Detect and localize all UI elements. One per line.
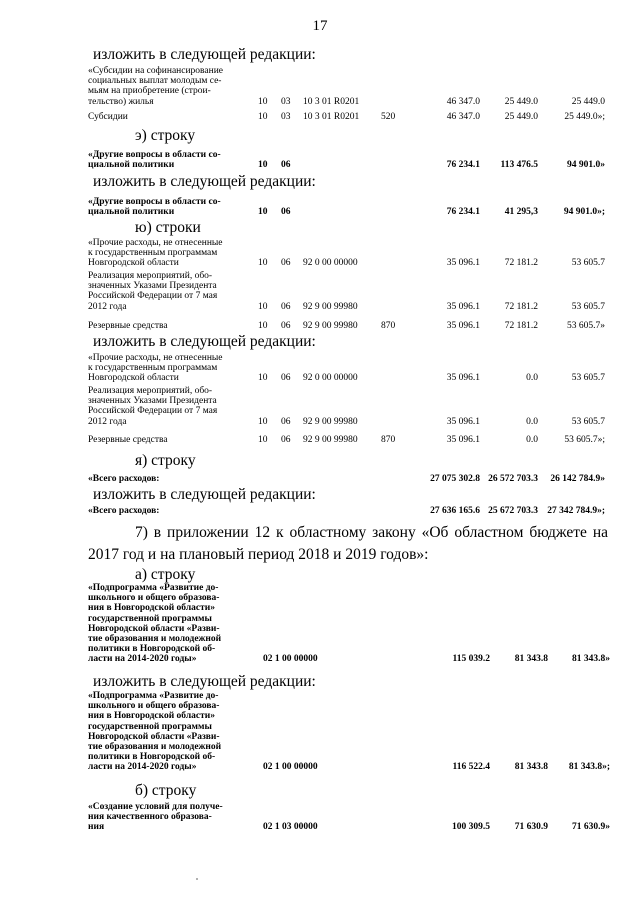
amount-2018-cell: 71 630.9 (514, 822, 548, 833)
amount-2019-cell: 53 605.7 (571, 258, 605, 269)
row-name-line: Резервные средства (88, 321, 168, 331)
amount-2017-cell: 116 522.4 (452, 762, 490, 773)
row-name-line: школьного и общего образова- (88, 701, 220, 712)
heading-rows-yu: ю) строки (135, 219, 201, 236)
row-name-line: «Всего расходов: (88, 506, 160, 516)
section-code-cell: 10 (258, 373, 268, 384)
row-name (88, 66, 268, 107)
row-name-line: «Подпрограмма «Развитие до- (88, 583, 219, 593)
heading-replace-4: изложить в следующей редакции: (93, 486, 316, 503)
row-name-line: ния в Новгородской области» (88, 603, 216, 614)
amount-2017-cell: 35 096.1 (446, 373, 480, 384)
heading-row-b: б) строку (135, 782, 197, 799)
row-name-line: Резервные средства (88, 435, 168, 445)
row-name-line: значенных Указами Президента (88, 281, 217, 292)
row-name-line: Новгородской области (88, 373, 179, 384)
subsection-code-cell: 06 (281, 160, 291, 171)
row-name (88, 150, 268, 170)
heading-replace-1: изложить в следующей редакции: (93, 46, 316, 63)
amount-2017-cell: 35 096.1 (446, 321, 480, 331)
subsection-code-cell: 06 (281, 321, 291, 331)
row-name-line: Новгородской области (88, 258, 179, 269)
amount-2018-cell: 72 181.2 (504, 258, 538, 269)
target-code-cell: 92 9 00 99980 (303, 435, 358, 445)
row-name (88, 197, 268, 217)
amount-2017-cell: 35 096.1 (446, 416, 480, 427)
row-name-line: Новгородской области «Разви- (88, 731, 220, 742)
row-name-line: школьного и общего образова- (88, 593, 220, 604)
amount-2017-cell: 46 347.0 (446, 96, 480, 107)
section-code-cell: 10 (258, 112, 268, 122)
target-code-cell: 02 1 00 00000 (263, 654, 318, 665)
row-name (88, 691, 268, 773)
row-name (88, 271, 268, 312)
table-row (88, 112, 618, 122)
amount-2019-cell: 25 449.0»; (564, 112, 605, 122)
row-name-line: «Всего расходов: (88, 474, 160, 484)
target-code-cell: 92 0 00 00000 (303, 258, 358, 269)
subsection-code-cell: 06 (281, 207, 291, 218)
paragraph-7-line-2: 2017 год и на плановый период 2018 и 2019 годов»: (88, 546, 429, 563)
page-number: 17 (312, 18, 328, 34)
amount-2017-cell: 100 309.5 (452, 822, 490, 833)
amount-2018-cell: 81 343.8 (514, 762, 548, 773)
row-name (88, 583, 268, 665)
section-code-cell: 10 (258, 160, 268, 171)
table-row (88, 271, 618, 312)
row-name-line: государственной программы (88, 613, 212, 624)
amount-2017-cell: 76 234.1 (446, 160, 480, 171)
row-name-line: «Субсидии на софинансирование (88, 66, 224, 76)
amount-2018-cell: 0.0 (526, 435, 538, 445)
amount-2019-cell: 81 343.8» (572, 654, 610, 665)
amount-2018-cell: 41 295,3 (504, 207, 538, 218)
amount-2018-cell: 25 672 703.3 (488, 506, 538, 516)
target-code-cell: 92 9 00 99980 (303, 416, 358, 427)
row-name-line: значенных Указами Президента (88, 396, 217, 407)
row-name-line: ласти на 2014-2020 годы» (88, 654, 197, 665)
table-row (88, 353, 618, 384)
heading-replace-5: изложить в следующей редакции: (93, 673, 316, 690)
row-name-line: тельство) жилья (88, 96, 154, 107)
row-name (88, 353, 268, 384)
row-name-line: Новгородской области «Разви- (88, 623, 220, 634)
table-row (88, 583, 618, 665)
amount-2018-cell: 0.0 (526, 416, 538, 427)
row-name-line: 2012 года (88, 416, 127, 427)
paragraph-7 (88, 522, 608, 566)
row-name-line: ласти на 2014-2020 годы» (88, 762, 197, 773)
amount-2019-cell: 94 901.0»; (563, 207, 605, 218)
amount-2019-cell: 25 449.0 (571, 96, 605, 107)
row-name (88, 238, 268, 269)
row-name-line: Российской Федерации от 7 мая (88, 291, 218, 302)
row-name-line: к государственным программам (88, 363, 218, 374)
row-name-line: тие образования и молодежной (88, 742, 222, 753)
paragraph-7-line-1: 7) в приложении 12 к областному закону «Об областном бюджете на (135, 524, 608, 541)
row-name-line: Российской Федерации от 7 мая (88, 406, 218, 417)
amount-2018-cell: 81 343.8 (514, 654, 548, 665)
table-row (88, 386, 618, 427)
row-name (88, 386, 268, 427)
row-name-line: Реализация мероприятий, обо- (88, 271, 213, 281)
target-code-cell: 02 1 00 00000 (263, 762, 318, 773)
heading-row-ya: я) строку (135, 452, 196, 469)
section-code-cell: 10 (258, 258, 268, 269)
expense-type-cell: 870 (381, 321, 396, 331)
heading-replace-2: изложить в следующей редакции: (93, 173, 316, 190)
amount-2017-cell: 35 096.1 (446, 301, 480, 312)
amount-2018-cell: 113 476.5 (500, 160, 538, 171)
target-code-cell: 92 0 00 00000 (303, 373, 358, 384)
row-name (88, 321, 268, 331)
row-name-line: социальных выплат молодым се- (88, 76, 222, 87)
row-name (88, 112, 268, 122)
section-code-cell: 10 (258, 207, 268, 218)
amount-2017-cell: 76 234.1 (446, 207, 480, 218)
amount-2019-cell: 27 342 784.9»; (547, 506, 605, 516)
subsection-code-cell: 06 (281, 258, 291, 269)
row-name-line: «Прочие расходы, не отнесенные (88, 238, 223, 248)
amount-2017-cell: 27 075 302.8 (430, 474, 480, 484)
row-name-line: «Другие вопросы в области со- (88, 150, 221, 160)
amount-2019-cell: 81 343.8»; (568, 762, 610, 773)
subsection-code-cell: 06 (281, 416, 291, 427)
amount-2017-cell: 35 096.1 (446, 435, 480, 445)
amount-2018-cell: 72 181.2 (504, 321, 538, 331)
amount-2019-cell: 53 605.7»; (564, 435, 605, 445)
row-name-line: «Прочие расходы, не отнесенные (88, 353, 223, 363)
amount-2019-cell: 71 630.9» (572, 822, 610, 833)
row-name-line: циальной политики (88, 207, 175, 218)
section-code-cell: 10 (258, 96, 268, 107)
row-name-line: тие образования и молодежной (88, 634, 222, 645)
row-name-line: циальной политики (88, 160, 175, 171)
row-name (88, 506, 268, 516)
target-code-cell: 02 1 03 00000 (263, 822, 318, 833)
amount-2017-cell: 27 636 165.6 (430, 506, 480, 516)
row-name-line: «Подпрограмма «Развитие до- (88, 691, 219, 701)
target-code-cell: 92 9 00 99980 (303, 301, 358, 312)
table-row (88, 66, 618, 107)
heading-row-e: э) строку (135, 127, 196, 144)
row-name-line: политики в Новгородской об- (88, 644, 216, 655)
amount-2018-cell: 25 449.0 (504, 112, 538, 122)
amount-2018-cell: 72 181.2 (504, 301, 538, 312)
subsection-code-cell: 06 (281, 435, 291, 445)
amount-2019-cell: 53 605.7» (567, 321, 605, 331)
row-name-line: Реализация мероприятий, обо- (88, 386, 213, 396)
amount-2019-cell: 53 605.7 (571, 301, 605, 312)
heading-row-a: а) строку (135, 566, 196, 583)
row-name-line: «Другие вопросы в области со- (88, 197, 221, 207)
row-name (88, 802, 268, 833)
amount-2018-cell: 25 449.0 (504, 96, 538, 107)
amount-2017-cell: 115 039.2 (452, 654, 490, 665)
heading-replace-3: изложить в следующей редакции: (93, 333, 316, 350)
row-name-line: ния качественного образова- (88, 812, 212, 823)
subsection-code-cell: 06 (281, 301, 291, 312)
row-name-line: к государственным программам (88, 248, 218, 259)
section-code-cell: 10 (258, 416, 268, 427)
scan-speck (196, 878, 198, 880)
target-code-cell: 10 3 01 R0201 (303, 96, 360, 107)
amount-2018-cell: 0.0 (526, 373, 538, 384)
subsection-code-cell: 06 (281, 373, 291, 384)
section-code-cell: 10 (258, 435, 268, 445)
row-name-line: 2012 года (88, 301, 127, 312)
subsection-code-cell: 03 (281, 96, 291, 107)
row-name-line: «Создание условий для получе- (88, 802, 223, 812)
table-row (88, 435, 618, 445)
expense-type-cell: 520 (381, 112, 396, 122)
table-row (88, 321, 618, 331)
expense-type-cell: 870 (381, 435, 396, 445)
amount-2019-cell: 53 605.7 (571, 373, 605, 384)
row-name-line: Субсидии (88, 112, 128, 122)
row-name-line: государственной программы (88, 721, 212, 732)
table-row (88, 197, 618, 217)
table-row (88, 150, 618, 170)
table-row (88, 691, 618, 773)
target-code-cell: 10 3 01 R0201 (303, 112, 360, 122)
amount-2017-cell: 46 347.0 (446, 112, 480, 122)
table-row (88, 474, 618, 484)
subsection-code-cell: 03 (281, 112, 291, 122)
table-row (88, 506, 618, 516)
amount-2017-cell: 35 096.1 (446, 258, 480, 269)
row-name-line: ния в Новгородской области» (88, 711, 216, 722)
target-code-cell: 92 9 00 99980 (303, 321, 358, 331)
row-name-line: ния (88, 822, 105, 833)
row-name-line: мьям на приобретение (строи- (88, 86, 211, 97)
table-row (88, 802, 618, 833)
section-code-cell: 10 (258, 301, 268, 312)
row-name (88, 435, 268, 445)
amount-2019-cell: 26 142 784.9» (550, 474, 605, 484)
amount-2018-cell: 26 572 703.3 (488, 474, 538, 484)
amount-2019-cell: 94 901.0» (567, 160, 605, 171)
row-name-line: политики в Новгородской об- (88, 752, 216, 763)
table-row (88, 238, 618, 269)
row-name (88, 474, 268, 484)
section-code-cell: 10 (258, 321, 268, 331)
amount-2019-cell: 53 605.7 (571, 416, 605, 427)
